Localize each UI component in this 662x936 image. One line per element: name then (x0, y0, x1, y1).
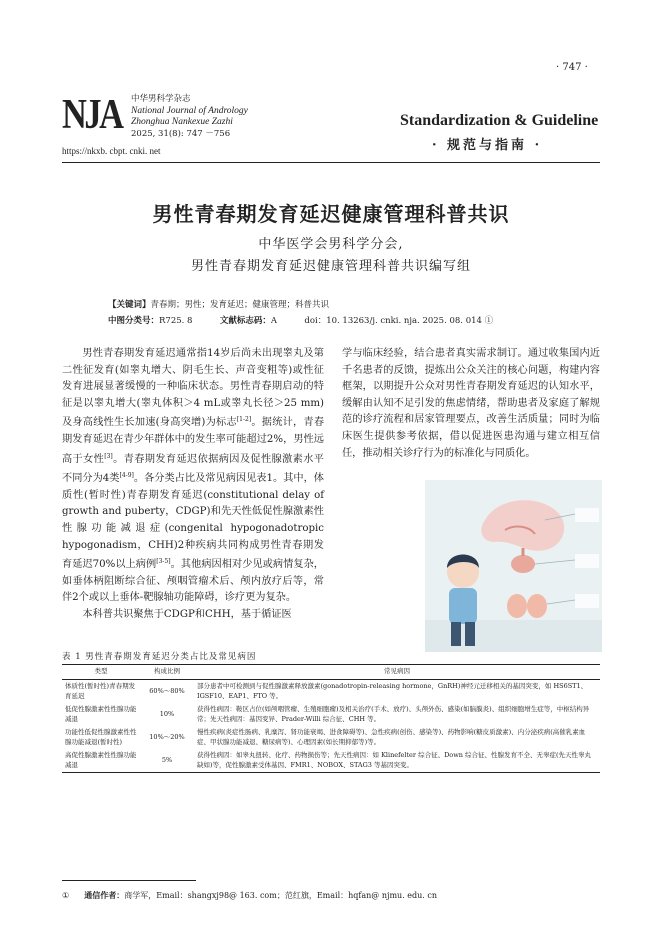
author-line: 中华医学会男科学分会, (258, 237, 404, 252)
doc-code-label: 文献标志码： (219, 316, 271, 326)
text-run: 。据统计，青春期发育延迟在青少年群体中的发生率可能超过2%，男性远高于女性 (62, 417, 325, 465)
table-header-row (62, 665, 600, 680)
body-paragraph: 学与临床经验，结合患者真实需求制订。通过收集国内近千名患者的反馈，提炼出公众关注的核心问题，构建内容框架，以期提升公众对男性青春期发育延迟的认知水平，缓解由认知不足引发的焦虑情绪，帮助患者及家庭了解规范的诊疗流程和居家管理要点，改善生活质量；同时为临床医生提供参考依据，借以促进医患沟通与建立相互信任，推动相关诊疗行为的标准化与同质化。 (342, 348, 600, 459)
table-cell-cause: 获得性病因：鞍区占位(如颅咽管瘤、生殖细胞瘤)及相关治疗(手术、放疗)、头颅外伤、感染(如脑膜炎)、组织细胞增生症等，中枢结构异常；先天性病因：基因变异、Prader-Willi 综合征、CHH 等。 (197, 705, 590, 723)
clc-value: R725. 8 (159, 316, 193, 326)
citation[interactable]: [3-5] (156, 558, 171, 566)
table-caption: 表 1 男性青春期发育延迟分类占比及常见病因 (62, 652, 257, 662)
citation[interactable]: [4-9] (119, 472, 134, 480)
journal-issue: 2025, 31(8): 747 －756 (131, 128, 231, 139)
citation[interactable]: [3] (104, 452, 113, 460)
pituitary-icon (511, 555, 535, 573)
body-paragraph: 本科普共识聚焦于CDGP和CHH，基于循证医 (82, 608, 292, 620)
table-cell-type: 体质性(暂时性)青春期发育延迟 (65, 682, 136, 700)
table-header: 常见病因 (194, 665, 600, 680)
doi[interactable]: doi：10. 13263/j. cnki. nja. 2025. 08. 014 ① (304, 316, 494, 326)
footnote (62, 890, 437, 901)
footnote-rule (62, 880, 196, 881)
table-header: 构成比例 (140, 665, 194, 680)
section-title-cn: · 规范与指南 · (432, 138, 543, 153)
citation[interactable]: [1-2] (236, 416, 252, 424)
keywords (108, 298, 329, 310)
puberty-illustration (425, 480, 602, 652)
text-run: 男性青春期发育延迟通常指14岁后尚未出现睾丸及第二性征发育(如睾丸增大、阴毛生长、声音变粗等)或性征发育进展显著缓慢的一种临床状态。男性青春期启动的特征是以睾丸增大(睾丸体积＞4 mL或睾丸长径＞25 mm)及身高线性生长加速(身高突增)为标志 (62, 348, 324, 429)
table-cell-cause: 慢性疾病(炎症性肠病、乳糜泻、肾功能衰竭、进食障碍等)、急性疾病(创伤、感染等)、药物影响(糖皮质激素)、内分泌疾病(高催乳素血症、甲状腺功能减退、糖尿病等)、心理因素(如长期抑郁等)等。 (197, 728, 586, 746)
table-cell-cause: 获得性病因：如睾丸扭转、化疗、药物损伤等；先天性病因：如 Klinefelter 综合征、Down 综合征、性腺发育不全、无睾症(先天性睾丸缺如)等，促性腺激素受体基因、FMR1、NOBOX、STAG3 等基因突变。 (194, 749, 600, 773)
table-row (62, 726, 600, 749)
page-number: · 747 · (556, 62, 588, 73)
table-row (62, 749, 600, 773)
footnote-label: 通信作者： (84, 890, 125, 900)
table-row (62, 703, 600, 726)
body-paragraph (62, 346, 324, 607)
keywords-text: 青春期；男性；发育延迟；健康管理；科普共识 (150, 300, 330, 310)
journal-name-cn: 中华男科学杂志 (131, 94, 191, 104)
table-header: 类型 (62, 665, 140, 680)
table-cell-ratio: 5% (140, 749, 194, 773)
journal-name-pinyin: Zhonghua Nankexue Zazhi (131, 117, 233, 127)
table-cell-ratio: 10%～20% (149, 732, 185, 741)
illustration-figure (425, 480, 602, 652)
doc-code-value: A (270, 316, 278, 326)
keywords-label: 【关键词】 (108, 300, 151, 310)
article-title: 男性青春期发育延迟健康管理科普共识 (152, 202, 510, 226)
boy-shirt-icon (449, 588, 477, 624)
footnote-marker: ① (62, 891, 70, 900)
table-row (62, 680, 600, 704)
table-cell-ratio: 10% (159, 709, 175, 718)
footnote-text[interactable]: 商学军，Email：shangxj98@ 163. com；范红旗，Email：hqfan@ njmu. edu. cn (124, 891, 438, 900)
body-column-right (342, 346, 600, 462)
journal-info (131, 94, 248, 140)
journal-url[interactable]: https://nkxb. cbpt. cnki. net (62, 146, 161, 156)
classification (108, 314, 493, 326)
author-block (62, 234, 600, 278)
header-rule (62, 162, 600, 163)
table-cell-cause: 部分患者中可检测到与促性腺激素释放激素(gonadotropin-releasing hormone，GnRH)神经元迁移相关的基因突变，如 HS6ST1、IGSF10、EAP1、FTO 等。 (197, 682, 588, 700)
text-run: 。青春期发育延迟依据病因及促性腺激素水平不同分为4类 (62, 453, 324, 485)
author-line: 男性青春期发育延迟健康管理科普共识编写组 (190, 259, 471, 274)
table-cell-ratio: 60%～80% (149, 686, 185, 695)
section-title-en: Standardization & Guideline (400, 112, 599, 129)
journal-name-en: National Journal of Andrology (131, 105, 248, 116)
body-column-left (62, 346, 324, 624)
table-cell-type: 功能性低促性腺激素性性腺功能减退(暂时性) (65, 728, 137, 746)
text-run: 。各分类占比及常见病因见表1。其中，体质性(暂时性)青春期发育延迟(constitutional delay of growth and puberty，CDGP)和先天性低促性腺激素性性腺功能减退症(congenital hypogonadotropic hypogonadism，CHH)2种疾病共同构成男性青春期发育延迟70%以上病例 (62, 473, 324, 571)
clc-label: 中图分类号： (108, 316, 160, 326)
table-cell-type: 低促性腺激素性性腺功能减退 (65, 705, 137, 723)
table-1 (62, 664, 600, 773)
table-cell-type: 高促性腺激素性性腺功能减退 (62, 749, 140, 773)
text-run: 。其他病因相对少见或病情复杂，如垂体柄阻断综合征、颅咽管瘤术后、颅内放疗后等，常伴2个或以上垂体-靶腺轴功能障碍，诊疗更为复杂。 (62, 559, 324, 604)
journal-logo: NJA (62, 92, 122, 138)
testis-icon (507, 594, 527, 618)
